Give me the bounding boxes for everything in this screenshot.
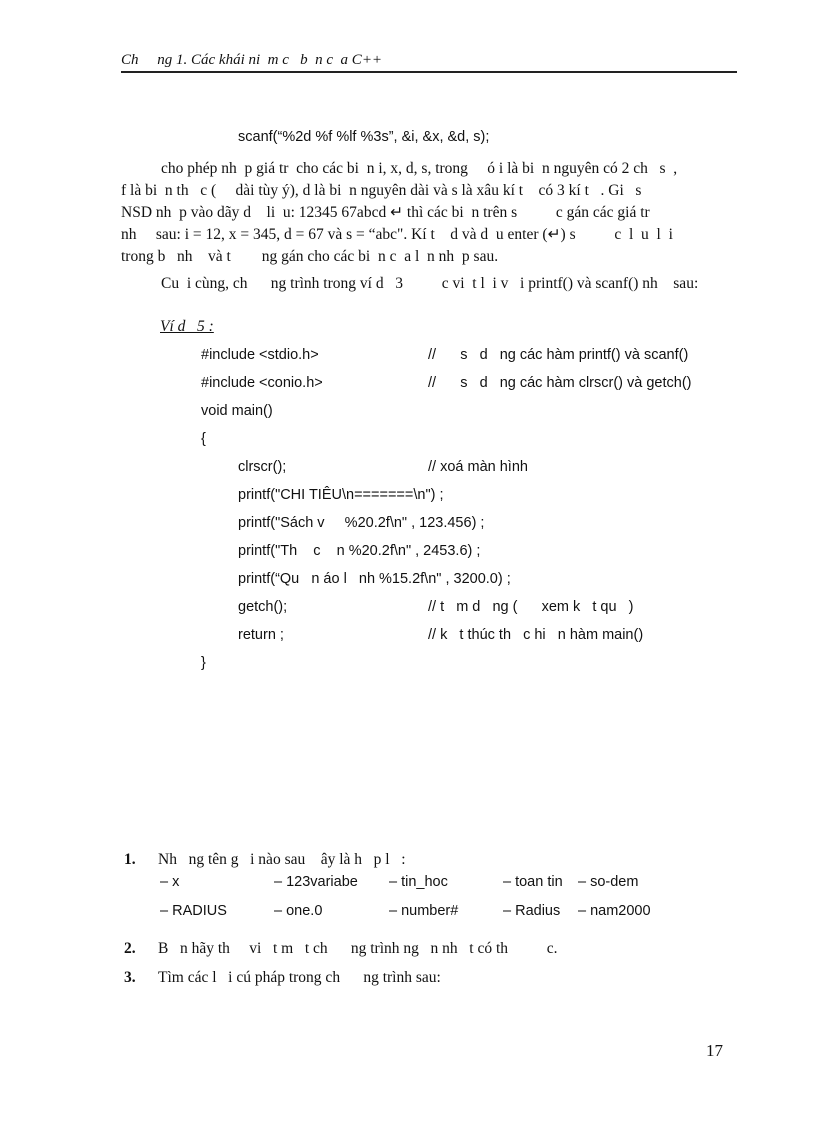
code-line: #include <conio.h> [201,375,323,391]
code-comment: // xoá màn hình [428,459,528,475]
identifier-option: – so-dem [578,874,639,890]
identifier-option: – nam2000 [578,903,651,919]
paragraph-line: trong b nh và t ng gán cho các bi n c a l n nh p sau. [121,248,499,265]
exercise-question-1: Nh ng tên g i nào sau ây là h p l : [158,851,406,868]
code-line: void main() [201,403,273,419]
identifier-option: – tin_hoc [389,874,448,890]
paragraph-line: NSD nh p vào dãy d li u: 12345 67abcd ↵ thì các bi n trên s c gán các giá tr [121,204,650,221]
code-line: } [201,655,206,671]
paragraph-line: cho phép nh p giá tr cho các bi n i, x, d, s, trong ó i là bi n nguyên có 2 ch s , [161,160,678,177]
identifier-option: – 123variabe [274,874,358,890]
exercise-number: 3. [124,969,136,986]
code-comment: // s d ng các hàm clrscr() và getch() [428,375,692,391]
identifier-option: – Radius [503,903,561,919]
paragraph-rewrite-intro: Cu i cùng, ch ng trình trong ví d 3 c vi t l i v i printf() và scanf() nh sau: [161,275,699,292]
code-line: printf("CHI TIÊU\n=======\n") ; [238,487,444,503]
exercise-number: 1. [124,851,136,868]
exercise-question-2: B n hãy th vi t m t ch ng trình ng n nh t có th c. [158,940,558,957]
exercise-question-3: Tìm các l i cú pháp trong ch ng trình sau: [158,969,441,986]
code-comment: // t m d ng ( xem k t qu ) [428,599,634,615]
identifier-option: – toan tin [503,874,563,890]
chapter-header: Ch ng 1. Các khái ni m c b n c a C++ [121,52,383,68]
code-line: printf(“Qu n áo l nh %15.2f\n" , 3200.0) ; [238,571,511,587]
code-line: { [201,431,206,447]
code-comment: // k t thúc th c hi n hàm main() [428,627,644,643]
paragraph-line: nh sau: i = 12, x = 345, d = 67 và s = “abc". Kí t d và d u enter (↵) s c l u l i [121,226,673,243]
code-line: clrscr(); [238,459,287,475]
identifier-option: – number# [389,903,459,919]
code-line: return ; [238,627,284,643]
header-divider [121,71,737,73]
code-line: printf("Th c n %20.2f\n" , 2453.6) ; [238,543,481,559]
page-number: 17 [706,1041,723,1060]
identifier-option: – x [160,874,180,890]
identifier-option: – one.0 [274,903,323,919]
example-label: Ví d 5 : [160,318,214,335]
scanf-statement: scanf(“%2d %f %lf %3s”, &i, &x, &d, s); [238,129,490,145]
code-line: #include <stdio.h> [201,347,319,363]
paragraph-scanf-explanation [121,158,737,268]
code-comment: // s d ng các hàm printf() và scanf() [428,347,689,363]
code-line: getch(); [238,599,288,615]
identifier-option: – RADIUS [160,903,227,919]
paragraph-line: f là bi n th c ( dài tùy ý), d là bi n nguyên dài và s là xâu kí t có 3 kí t . Gi s [121,182,642,199]
exercise-number: 2. [124,940,136,957]
code-line: printf("Sách v %20.2f\n" , 123.456) ; [238,515,485,531]
